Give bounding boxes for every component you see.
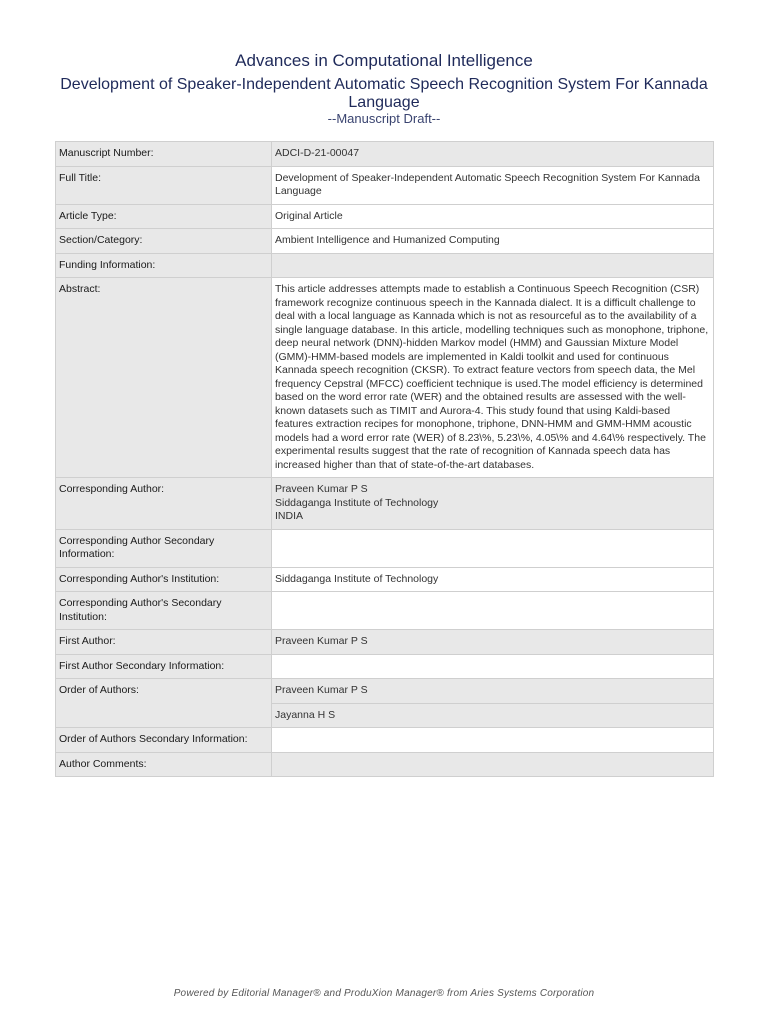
row-full-title [56,166,714,204]
row-order-of-authors [56,679,714,704]
label-corresponding-author-secondary: Corresponding Author Secondary Information: [56,529,272,567]
label-corresponding-author: Corresponding Author: [56,478,272,530]
row-first-author [56,630,714,655]
corresponding-author-institution: Siddaganga Institute of Technology [275,496,439,509]
value-corresponding-author-institution: Siddaganga Institute of Technology [272,567,714,592]
row-first-author-secondary [56,654,714,679]
value-section-category: Ambient Intelligence and Humanized Computing [272,229,714,254]
row-abstract [56,278,714,478]
row-corresponding-author-secondary [56,529,714,567]
label-abstract: Abstract: [56,278,272,478]
value-corresponding-author-secondary [272,529,714,567]
value-author-comments [272,752,714,777]
label-author-comments: Author Comments: [56,752,272,777]
value-abstract: This article addresses attempts made to establish a Continuous Speech Recognition (CSR) framework recognize continuous speech in the Kannada dialect. It is a difficult challenge to deal with a local language as Kannada which is not as resourceful as to the availability of a single language database. In this article, modelling techniques such as monophone, triphone, deep neural network (DNN)-hidden Markov model (HMM) and Gaussian Mixture Model (GMM)-HMM-based models are implemented in Kaldi toolkit and used for continuous Kannada speech recognition (CKSR). To extract feature vectors from speech data, the Mel frequency Cepstral (MFCC) coefficient technique is used.The model efficiency is determined based on the word error rate (WER) and the obtained results are assessed with the well-known datasets such as TIMIT and Aurora-4. This study found that using Kaldi-based features extraction recipes for monophone, triphone, DNN-HMM and GMM-HMM acoustic models had a word error rate (WER) of 8.23\%, 5.23\%, 4.05\% and 4.64\% respectively. The experimental results suggest that the rate of recognition of Kannada speech data has increased higher than that of state-of-the-art databases. [272,278,714,478]
value-order-of-authors-2: Jayanna H S [272,703,714,728]
label-first-author-secondary: First Author Secondary Information: [56,654,272,679]
row-corresponding-author-secondary-institution [56,592,714,630]
value-corresponding-author-secondary-institution [272,592,714,630]
value-manuscript-number: ADCI-D-21-00047 [272,142,714,167]
label-article-type: Article Type: [56,204,272,229]
row-article-type [56,204,714,229]
label-manuscript-number: Manuscript Number: [56,142,272,167]
row-author-comments [56,752,714,777]
draft-label: --Manuscript Draft-- [327,111,441,126]
label-corresponding-author-institution: Corresponding Author's Institution: [56,567,272,592]
row-section-category [56,229,714,254]
value-article-type: Original Article [272,204,714,229]
value-order-of-authors-secondary [272,728,714,753]
row-order-of-authors-secondary [56,728,714,753]
row-corresponding-author [56,478,714,530]
label-order-of-authors: Order of Authors: [56,679,272,728]
row-manuscript-number [56,142,714,167]
label-funding-information: Funding Information: [56,253,272,278]
value-order-of-authors-1: Praveen Kumar P S [272,679,714,704]
corresponding-author-name: Praveen Kumar P S [275,483,368,495]
value-full-title: Development of Speaker-Independent Automatic Speech Recognition System For Kannada Language [272,166,714,204]
row-funding-information [56,253,714,278]
footer-credit: Powered by Editorial Manager® and ProduXion Manager® from Aries Systems Corporation [173,988,595,999]
label-order-of-authors-secondary: Order of Authors Secondary Information: [56,728,272,753]
label-corresponding-author-secondary-institution: Corresponding Author's Secondary Institution: [56,592,272,630]
label-full-title: Full Title: [56,166,272,204]
value-funding-information [272,253,714,278]
label-section-category: Section/Category: [56,229,272,254]
label-first-author: First Author: [56,630,272,655]
value-first-author: Praveen Kumar P S [272,630,714,655]
journal-name: Advances in Computational Intelligence [235,51,533,70]
value-first-author-secondary [272,654,714,679]
row-corresponding-author-institution [56,567,714,592]
manuscript-title: Development of Speaker-Independent Automatic Speech Recognition System For Kannada Language [60,76,708,111]
value-corresponding-author [272,478,714,530]
corresponding-author-country: INDIA [275,510,304,522]
manuscript-details-table [55,141,714,777]
